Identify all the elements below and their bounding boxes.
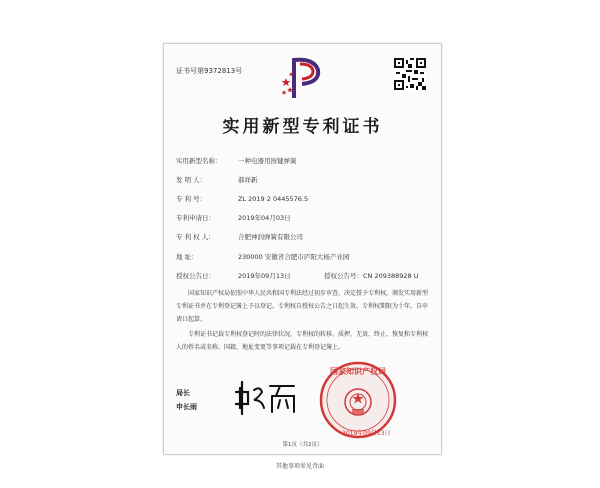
field-label: 授权公告日： [176, 272, 215, 280]
field-patentee [176, 232, 303, 241]
patent-certificate [163, 43, 442, 455]
field-value: 一种电器用按键弹簧 [238, 157, 297, 165]
field-label: 地 址： [176, 253, 198, 261]
field-address [176, 252, 349, 261]
footer-note: 其他事项参见背面 [275, 463, 324, 470]
field-inventor [176, 175, 258, 184]
certificate-number: 证书号第9372813号 [176, 67, 243, 75]
field-value: 230000 安徽省合肥市庐阳大杨产业园 [238, 253, 350, 261]
svg-text:国家知识产权局: 国家知识产权局 [330, 367, 386, 376]
field-publication-number [324, 271, 419, 280]
field-label: 专利申请日： [176, 214, 215, 222]
field-grant-date [176, 271, 291, 280]
field-utility-model-name [176, 156, 297, 165]
field-patent-number [176, 194, 308, 203]
field-label: 专 利 权 人： [176, 233, 215, 241]
page-number: 第1页（共2页） [282, 442, 323, 448]
field-application-date [176, 213, 291, 222]
field-value: 郝祥新 [238, 176, 258, 184]
field-value: 合肥神润弹簧有限公司 [238, 233, 303, 241]
field-value: 2019年04月03日 [238, 214, 291, 222]
qr-code-icon [394, 58, 426, 90]
legal-status-paragraph: 专利证书记载专利权登记时的法律状况。专利权的转移、质押、无效、终止、恢复和专利权人的姓名或名称、国籍、地址变更等事项记载在专利登记簿上。 [176, 331, 429, 351]
patent-office-logo-icon [280, 54, 326, 102]
grant-paragraph: 国家知识产权局依照中华人民共和国专利法经过初步审查，决定授予专利权，颁发实用新型专利证书并在专利登记簿上予以登记。专利权自授权公告之日起生效。专利权期限为十年，自申请日起算。 [176, 290, 429, 323]
field-label: 授权公告号： [324, 272, 363, 280]
field-label: 专 利 号： [176, 195, 207, 203]
field-label: 发 明 人： [176, 176, 207, 184]
field-value: 2019年09月13日 [238, 272, 291, 280]
field-value: ZL 2019 2 0445576.5 [238, 195, 309, 203]
certificate-title: 实用新型专利证书 [222, 117, 383, 137]
director-signature [234, 378, 300, 416]
seal-date: 2019年09月13日 [342, 430, 391, 437]
director-name: 申长雨 [176, 403, 197, 411]
field-label: 实用新型名称： [176, 157, 222, 165]
director-title: 局长 [176, 389, 190, 397]
field-value: CN 209388928 U [363, 272, 419, 280]
